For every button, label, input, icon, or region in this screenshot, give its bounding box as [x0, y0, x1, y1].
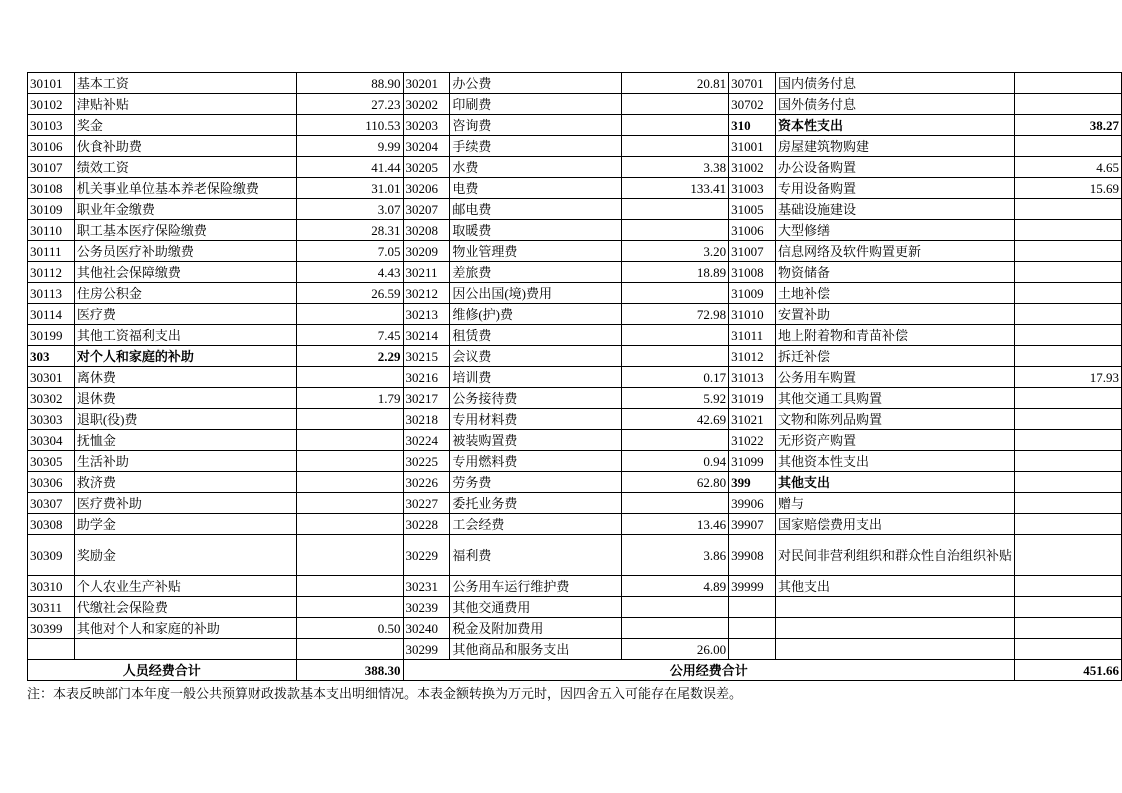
other-amount-cell — [1015, 346, 1122, 367]
other-code-cell: 310 — [729, 115, 776, 136]
personnel-amount-cell: 31.01 — [296, 178, 403, 199]
personnel-name-cell: 其他对个人和家庭的补助 — [74, 618, 296, 639]
public-amount-cell — [622, 325, 729, 346]
table-row — [28, 94, 1122, 115]
public-code-cell: 30217 — [403, 388, 450, 409]
other-code-cell: 31010 — [729, 304, 776, 325]
personnel-code-cell: 30308 — [28, 514, 75, 535]
personnel-name-cell: 职业年金缴费 — [74, 199, 296, 220]
table-footnote: 注：本表反映部门本年度一般公共预算财政拨款基本支出明细情况。本表金额转换为万元时，因四舍五入可能存在尾数误差。 — [27, 687, 743, 702]
other-name-cell: 国外债务付息 — [775, 94, 1014, 115]
public-name-cell: 其他交通费用 — [450, 597, 622, 618]
personnel-code-cell: 30102 — [28, 94, 75, 115]
other-code-cell: 31009 — [729, 283, 776, 304]
public-amount-cell — [622, 493, 729, 514]
other-name-cell: 国内债务付息 — [775, 73, 1014, 94]
public-code-cell: 30208 — [403, 220, 450, 241]
public-code-cell: 30229 — [403, 535, 450, 576]
other-code-cell — [729, 639, 776, 660]
public-code-cell: 30299 — [403, 639, 450, 660]
other-amount-cell — [1015, 597, 1122, 618]
table-row — [28, 325, 1122, 346]
other-name-cell: 基础设施建设 — [775, 199, 1014, 220]
personnel-amount-cell: 41.44 — [296, 157, 403, 178]
public-name-cell: 差旅费 — [450, 262, 622, 283]
other-code-cell: 31005 — [729, 199, 776, 220]
personnel-amount-cell: 0.50 — [296, 618, 403, 639]
other-name-cell: 土地补偿 — [775, 283, 1014, 304]
personnel-amount-cell: 7.45 — [296, 325, 403, 346]
public-amount-cell: 26.00 — [622, 639, 729, 660]
personnel-name-cell: 对个人和家庭的补助 — [74, 346, 296, 367]
public-code-cell: 30204 — [403, 136, 450, 157]
public-name-cell: 培训费 — [450, 367, 622, 388]
other-code-cell: 31019 — [729, 388, 776, 409]
other-name-cell: 资本性支出 — [775, 115, 1014, 136]
table-row — [28, 409, 1122, 430]
personnel-name-cell: 助学金 — [74, 514, 296, 535]
public-name-cell: 咨询费 — [450, 115, 622, 136]
personnel-code-cell: 30301 — [28, 367, 75, 388]
other-code-cell: 31001 — [729, 136, 776, 157]
public-code-cell: 30239 — [403, 597, 450, 618]
other-name-cell — [775, 639, 1014, 660]
public-name-cell: 被装购置费 — [450, 430, 622, 451]
other-code-cell: 30701 — [729, 73, 776, 94]
public-code-cell: 30202 — [403, 94, 450, 115]
table-row — [28, 136, 1122, 157]
personnel-amount-cell — [296, 493, 403, 514]
personnel-code-cell: 30310 — [28, 576, 75, 597]
other-code-cell: 39907 — [729, 514, 776, 535]
other-code-cell: 31008 — [729, 262, 776, 283]
personnel-name-cell: 机关事业单位基本养老保险缴费 — [74, 178, 296, 199]
other-amount-cell: 15.69 — [1015, 178, 1122, 199]
other-code-cell — [729, 618, 776, 639]
public-code-cell: 30203 — [403, 115, 450, 136]
personnel-name-cell: 职工基本医疗保险缴费 — [74, 220, 296, 241]
other-amount-cell — [1015, 73, 1122, 94]
table-row — [28, 451, 1122, 472]
table-row — [28, 283, 1122, 304]
personnel-code-cell: 30109 — [28, 199, 75, 220]
public-name-cell: 税金及附加费用 — [450, 618, 622, 639]
personnel-amount-cell: 27.23 — [296, 94, 403, 115]
personnel-code-cell: 30399 — [28, 618, 75, 639]
personnel-amount-cell: 4.43 — [296, 262, 403, 283]
public-total-value: 451.66 — [1015, 660, 1122, 681]
other-name-cell: 其他交通工具购置 — [775, 388, 1014, 409]
public-amount-cell: 3.20 — [622, 241, 729, 262]
personnel-name-cell: 奖金 — [74, 115, 296, 136]
personnel-name-cell: 离休费 — [74, 367, 296, 388]
personnel-code-cell: 30199 — [28, 325, 75, 346]
public-amount-cell: 3.38 — [622, 157, 729, 178]
public-name-cell: 印刷费 — [450, 94, 622, 115]
personnel-amount-cell: 28.31 — [296, 220, 403, 241]
personnel-name-cell: 代缴社会保险费 — [74, 597, 296, 618]
other-amount-cell — [1015, 220, 1122, 241]
table-row — [28, 535, 1122, 576]
other-name-cell: 对民间非营利组织和群众性自治组织补贴 — [775, 535, 1014, 576]
table-row — [28, 199, 1122, 220]
other-code-cell: 39908 — [729, 535, 776, 576]
table-row — [28, 367, 1122, 388]
personnel-code-cell: 30114 — [28, 304, 75, 325]
table-row — [28, 304, 1122, 325]
public-code-cell: 30231 — [403, 576, 450, 597]
budget-sheet — [27, 72, 1122, 681]
personnel-amount-cell — [296, 514, 403, 535]
personnel-code-cell: 30111 — [28, 241, 75, 262]
other-name-cell: 信息网络及软件购置更新 — [775, 241, 1014, 262]
public-name-cell: 租赁费 — [450, 325, 622, 346]
public-name-cell: 会议费 — [450, 346, 622, 367]
public-name-cell: 工会经费 — [450, 514, 622, 535]
other-name-cell: 地上附着物和青苗补偿 — [775, 325, 1014, 346]
other-code-cell: 31011 — [729, 325, 776, 346]
other-amount-cell — [1015, 430, 1122, 451]
other-name-cell: 公务用车购置 — [775, 367, 1014, 388]
other-amount-cell — [1015, 199, 1122, 220]
other-name-cell: 其他资本性支出 — [775, 451, 1014, 472]
personnel-code-cell: 30113 — [28, 283, 75, 304]
other-code-cell: 30702 — [729, 94, 776, 115]
public-name-cell: 手续费 — [450, 136, 622, 157]
public-amount-cell — [622, 94, 729, 115]
other-code-cell: 31099 — [729, 451, 776, 472]
table-row — [28, 388, 1122, 409]
personnel-name-cell: 医疗费 — [74, 304, 296, 325]
table-row — [28, 241, 1122, 262]
other-amount-cell — [1015, 472, 1122, 493]
other-amount-cell — [1015, 283, 1122, 304]
other-code-cell: 399 — [729, 472, 776, 493]
public-amount-cell: 0.17 — [622, 367, 729, 388]
personnel-name-cell: 医疗费补助 — [74, 493, 296, 514]
table-row — [28, 472, 1122, 493]
public-amount-cell — [622, 283, 729, 304]
other-code-cell: 31002 — [729, 157, 776, 178]
public-code-cell: 30206 — [403, 178, 450, 199]
personnel-code-cell — [28, 639, 75, 660]
personnel-code-cell: 30302 — [28, 388, 75, 409]
personnel-code-cell: 30110 — [28, 220, 75, 241]
personnel-total-label: 人员经费合计 — [28, 660, 297, 681]
public-amount-cell — [622, 115, 729, 136]
table-row — [28, 157, 1122, 178]
table-row — [28, 220, 1122, 241]
public-name-cell: 专用燃料费 — [450, 451, 622, 472]
other-name-cell: 无形资产购置 — [775, 430, 1014, 451]
public-amount-cell: 72.98 — [622, 304, 729, 325]
public-name-cell: 委托业务费 — [450, 493, 622, 514]
public-amount-cell — [622, 199, 729, 220]
public-code-cell: 30228 — [403, 514, 450, 535]
personnel-name-cell — [74, 639, 296, 660]
other-amount-cell — [1015, 535, 1122, 576]
personnel-code-cell: 30307 — [28, 493, 75, 514]
public-code-cell: 30212 — [403, 283, 450, 304]
public-code-cell: 30226 — [403, 472, 450, 493]
personnel-amount-cell: 110.53 — [296, 115, 403, 136]
public-amount-cell — [622, 597, 729, 618]
personnel-code-cell: 30311 — [28, 597, 75, 618]
personnel-name-cell: 其他工资福利支出 — [74, 325, 296, 346]
other-amount-cell — [1015, 576, 1122, 597]
public-code-cell: 30214 — [403, 325, 450, 346]
public-name-cell: 福利费 — [450, 535, 622, 576]
personnel-amount-cell — [296, 409, 403, 430]
table-row — [28, 346, 1122, 367]
other-amount-cell — [1015, 618, 1122, 639]
other-amount-cell — [1015, 388, 1122, 409]
personnel-total-value: 388.30 — [296, 660, 403, 681]
other-name-cell: 房屋建筑物购建 — [775, 136, 1014, 157]
public-name-cell: 因公出国(境)费用 — [450, 283, 622, 304]
public-amount-cell: 133.41 — [622, 178, 729, 199]
personnel-amount-cell: 2.29 — [296, 346, 403, 367]
personnel-name-cell: 津贴补贴 — [74, 94, 296, 115]
public-code-cell: 30227 — [403, 493, 450, 514]
other-name-cell: 国家赔偿费用支出 — [775, 514, 1014, 535]
other-code-cell: 31022 — [729, 430, 776, 451]
personnel-amount-cell — [296, 639, 403, 660]
public-amount-cell: 18.89 — [622, 262, 729, 283]
table-row — [28, 597, 1122, 618]
personnel-code-cell: 30303 — [28, 409, 75, 430]
public-amount-cell: 20.81 — [622, 73, 729, 94]
personnel-code-cell: 30112 — [28, 262, 75, 283]
other-name-cell: 赠与 — [775, 493, 1014, 514]
personnel-amount-cell — [296, 304, 403, 325]
other-amount-cell — [1015, 325, 1122, 346]
public-name-cell: 水费 — [450, 157, 622, 178]
public-amount-cell — [622, 346, 729, 367]
personnel-code-cell: 303 — [28, 346, 75, 367]
public-name-cell: 电费 — [450, 178, 622, 199]
other-name-cell: 文物和陈列品购置 — [775, 409, 1014, 430]
other-code-cell: 31006 — [729, 220, 776, 241]
public-name-cell: 公务接待费 — [450, 388, 622, 409]
other-name-cell: 安置补助 — [775, 304, 1014, 325]
table-row — [28, 115, 1122, 136]
public-name-cell: 物业管理费 — [450, 241, 622, 262]
public-amount-cell: 13.46 — [622, 514, 729, 535]
other-code-cell: 31012 — [729, 346, 776, 367]
public-name-cell: 其他商品和服务支出 — [450, 639, 622, 660]
personnel-amount-cell — [296, 451, 403, 472]
other-name-cell: 物资储备 — [775, 262, 1014, 283]
basic-expenditure-table — [27, 72, 1122, 681]
public-name-cell: 专用材料费 — [450, 409, 622, 430]
public-code-cell: 30216 — [403, 367, 450, 388]
personnel-code-cell: 30107 — [28, 157, 75, 178]
other-amount-cell — [1015, 94, 1122, 115]
public-amount-cell: 3.86 — [622, 535, 729, 576]
public-code-cell: 30218 — [403, 409, 450, 430]
other-code-cell: 31007 — [729, 241, 776, 262]
other-amount-cell — [1015, 241, 1122, 262]
personnel-code-cell: 30306 — [28, 472, 75, 493]
personnel-amount-cell — [296, 576, 403, 597]
table-row — [28, 618, 1122, 639]
other-amount-cell — [1015, 451, 1122, 472]
personnel-amount-cell: 9.99 — [296, 136, 403, 157]
other-name-cell — [775, 597, 1014, 618]
personnel-amount-cell: 26.59 — [296, 283, 403, 304]
personnel-amount-cell: 3.07 — [296, 199, 403, 220]
public-name-cell: 维修(护)费 — [450, 304, 622, 325]
table-body — [28, 73, 1122, 660]
public-amount-cell — [622, 136, 729, 157]
totals-row — [28, 660, 1122, 681]
personnel-amount-cell — [296, 367, 403, 388]
other-name-cell: 大型修缮 — [775, 220, 1014, 241]
other-amount-cell: 4.65 — [1015, 157, 1122, 178]
personnel-amount-cell: 1.79 — [296, 388, 403, 409]
other-name-cell — [775, 618, 1014, 639]
other-amount-cell — [1015, 639, 1122, 660]
personnel-name-cell: 退休费 — [74, 388, 296, 409]
personnel-code-cell: 30305 — [28, 451, 75, 472]
public-code-cell: 30211 — [403, 262, 450, 283]
other-code-cell: 31003 — [729, 178, 776, 199]
personnel-name-cell: 生活补助 — [74, 451, 296, 472]
public-amount-cell — [622, 430, 729, 451]
other-code-cell: 39906 — [729, 493, 776, 514]
personnel-code-cell: 30101 — [28, 73, 75, 94]
other-code-cell: 39999 — [729, 576, 776, 597]
other-name-cell: 其他支出 — [775, 472, 1014, 493]
other-amount-cell — [1015, 493, 1122, 514]
other-amount-cell: 38.27 — [1015, 115, 1122, 136]
personnel-amount-cell: 7.05 — [296, 241, 403, 262]
personnel-name-cell: 个人农业生产补贴 — [74, 576, 296, 597]
personnel-code-cell: 30304 — [28, 430, 75, 451]
public-amount-cell: 4.89 — [622, 576, 729, 597]
public-name-cell: 邮电费 — [450, 199, 622, 220]
personnel-name-cell: 基本工资 — [74, 73, 296, 94]
other-code-cell: 31013 — [729, 367, 776, 388]
public-code-cell: 30205 — [403, 157, 450, 178]
other-amount-cell: 17.93 — [1015, 367, 1122, 388]
personnel-name-cell: 救济费 — [74, 472, 296, 493]
personnel-name-cell: 绩效工资 — [74, 157, 296, 178]
public-amount-cell: 5.92 — [622, 388, 729, 409]
public-code-cell: 30213 — [403, 304, 450, 325]
personnel-code-cell: 30108 — [28, 178, 75, 199]
personnel-name-cell: 其他社会保障缴费 — [74, 262, 296, 283]
public-code-cell: 30240 — [403, 618, 450, 639]
public-code-cell: 30225 — [403, 451, 450, 472]
other-code-cell — [729, 597, 776, 618]
other-amount-cell — [1015, 304, 1122, 325]
table-row — [28, 178, 1122, 199]
public-amount-cell: 42.69 — [622, 409, 729, 430]
other-name-cell: 专用设备购置 — [775, 178, 1014, 199]
personnel-code-cell: 30309 — [28, 535, 75, 576]
other-code-cell: 31021 — [729, 409, 776, 430]
other-name-cell: 办公设备购置 — [775, 157, 1014, 178]
personnel-amount-cell — [296, 430, 403, 451]
table-row — [28, 639, 1122, 660]
personnel-amount-cell — [296, 472, 403, 493]
personnel-name-cell: 住房公积金 — [74, 283, 296, 304]
public-name-cell: 取暖费 — [450, 220, 622, 241]
table-row — [28, 73, 1122, 94]
other-name-cell: 拆迁补偿 — [775, 346, 1014, 367]
personnel-name-cell: 退职(役)费 — [74, 409, 296, 430]
table-row — [28, 262, 1122, 283]
table-row — [28, 493, 1122, 514]
public-amount-cell: 0.94 — [622, 451, 729, 472]
personnel-amount-cell: 88.90 — [296, 73, 403, 94]
personnel-code-cell: 30106 — [28, 136, 75, 157]
public-code-cell: 30224 — [403, 430, 450, 451]
other-amount-cell — [1015, 514, 1122, 535]
personnel-name-cell: 抚恤金 — [74, 430, 296, 451]
public-total-label: 公用经费合计 — [403, 660, 1015, 681]
public-name-cell: 公务用车运行维护费 — [450, 576, 622, 597]
public-code-cell: 30215 — [403, 346, 450, 367]
other-amount-cell — [1015, 262, 1122, 283]
personnel-name-cell: 奖励金 — [74, 535, 296, 576]
public-amount-cell: 62.80 — [622, 472, 729, 493]
personnel-amount-cell — [296, 535, 403, 576]
personnel-code-cell: 30103 — [28, 115, 75, 136]
public-name-cell: 办公费 — [450, 73, 622, 94]
other-name-cell: 其他支出 — [775, 576, 1014, 597]
table-row — [28, 576, 1122, 597]
public-code-cell: 30201 — [403, 73, 450, 94]
personnel-amount-cell — [296, 597, 403, 618]
personnel-name-cell: 伙食补助费 — [74, 136, 296, 157]
table-row — [28, 514, 1122, 535]
public-amount-cell — [622, 220, 729, 241]
table-row — [28, 430, 1122, 451]
public-amount-cell — [622, 618, 729, 639]
other-amount-cell — [1015, 136, 1122, 157]
public-name-cell: 劳务费 — [450, 472, 622, 493]
personnel-name-cell: 公务员医疗补助缴费 — [74, 241, 296, 262]
public-code-cell: 30207 — [403, 199, 450, 220]
public-code-cell: 30209 — [403, 241, 450, 262]
other-amount-cell — [1015, 409, 1122, 430]
